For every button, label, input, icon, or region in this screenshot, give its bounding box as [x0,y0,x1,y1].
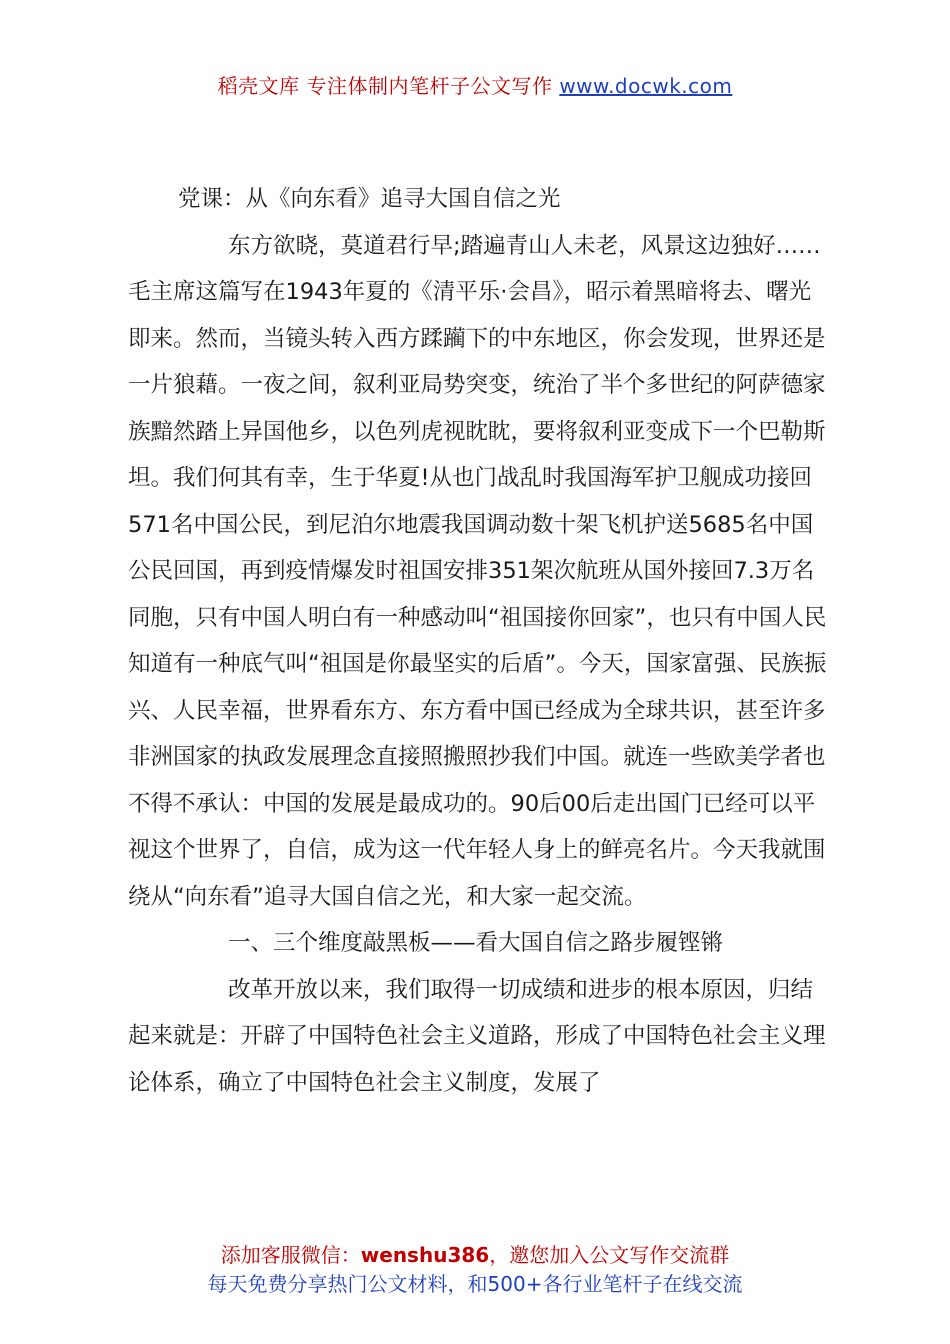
page-footer [0,1241,950,1299]
header-site-link[interactable]: www.docwk.com [559,74,733,98]
page-header [0,70,950,99]
footer-contact-line [0,1241,950,1270]
header-brand-text: 稻壳文库 专注体制内笔杆子公文写作 [217,74,560,98]
footer-wechat-id: wenshu386 [360,1243,490,1267]
document-body [128,176,828,1106]
body-paragraph: 改革开放以来，我们取得一切成绩和进步的根本原因，归结起来就是：开辟了中国特色社会主义道路，形成了中国特色社会主义理论体系，确立了中国特色社会主义制度，发展了 [128,976,826,1096]
section-heading: 一、三个维度敲黑板——看大国自信之路步履铿锵 [228,930,724,956]
document-title: 党课：从《向东看》追寻大国自信之光 [178,186,561,212]
footer-prefix: 添加客服微信： [220,1243,361,1267]
footer-suffix: ，邀您加入公文写作交流群 [489,1243,730,1267]
footer-promo-line: 每天免费分享热门公文材料，和500+各行业笔杆子在线交流 [207,1272,743,1296]
body-paragraph: 东方欲晓，莫道君行早;踏遍青山人未老，风景这边独好……毛主席这篇写在1943年夏的《清平乐·会昌》，昭示着黑暗将去、曙光即来。然而，当镜头转入西方蹂躏下的中东地区，你会发现，世界还是一片狼藉。一夜之间，叙利亚局势突变，统治了半个多世纪的阿萨德家族黯然踏上异国他乡，以色列虎视眈眈，要将叙利亚变成下一个巴勒斯坦。我们何其有幸，生于华夏!从也门战乱时我国海军护卫舰成功接回571名中国公民，到尼泊尔地震我国调动数十架飞机护送5685名中国公民回国，再到疫情爆发时祖国安排351架次航班从国外接回7.3万名同胞，只有中国人明白有一种感动叫“祖国接你回家”，也只有中国人民知道有一种底气叫“祖国是你最坚实的后盾”。今天，国家富强、民族振兴、人民幸福，世界看东方、东方看中国已经成为全球共识，甚至许多非洲国家的执政发展理念直接照搬照抄我们中国。就连一些欧美学者也不得不承认：中国的发展是最成功的。90后00后走出国门已经可以平视这个世界了，自信，成为这一代年轻人身上的鲜亮名片。今天我就围绕从“向东看”追寻大国自信之光，和大家一起交流。 [128,232,827,910]
